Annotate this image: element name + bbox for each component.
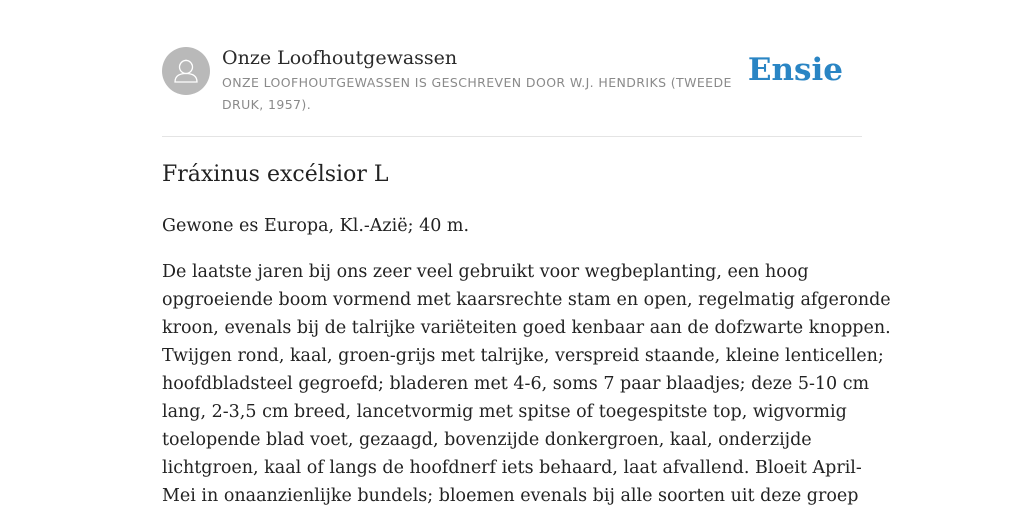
- body-line: Twijgen rond, kaal, groen-grijs met talrijke, verspreid staande, kleine lenticellen;: [162, 346, 884, 366]
- body-line: toelopende blad voet, gezaagd, bovenzijde donkergroen, kaal, onderzijde: [162, 430, 812, 450]
- person-icon: [162, 47, 210, 95]
- body-line: lichtgroen, kaal of langs de hoofdnerf iets behaard, laat afvallend. Bloeit April-: [162, 458, 862, 478]
- body-line: hoofdbladsteel gegroefd; bladeren met 4-6, soms 7 paar blaadjes; deze 5-10 cm: [162, 374, 870, 394]
- source-header: [162, 46, 862, 137]
- ensie-logo[interactable]: Ensie: [747, 52, 843, 88]
- body-line: lang, 2-3,5 cm breed, lancetvormig met spitse of toegespitste top, wigvormig: [162, 402, 847, 422]
- body-line: Mei in onaanzienlijke bundels; bloemen evenals bij alle soorten uit deze groep: [162, 486, 859, 506]
- body-line: opgroeiende boom vormend met kaarsrechte stam en open, regelmatig afgeronde: [162, 290, 891, 310]
- source-description: ONZE LOOFHOUTGEWASSEN IS GESCHREVEN DOOR W.J. HENDRIKS (TWEEDE DRUK, 1957).: [222, 75, 732, 112]
- avatar: [162, 47, 210, 95]
- entry-content: [162, 160, 891, 510]
- body-line: kroon, evenals bij de talrijke variëteiten goed kenbaar aan de dofzwarte knoppen.: [162, 318, 891, 338]
- entry-subtitle: Gewone es Europa, Kl.-Azië; 40 m.: [162, 216, 470, 236]
- entry-body: [162, 258, 891, 510]
- entry-title: Fráxinus excélsior L: [162, 162, 389, 187]
- body-line: De laatste jaren bij ons zeer veel gebruikt voor wegbeplanting, een hoog: [162, 262, 809, 282]
- source-title[interactable]: Onze Loofhoutgewassen: [222, 47, 458, 69]
